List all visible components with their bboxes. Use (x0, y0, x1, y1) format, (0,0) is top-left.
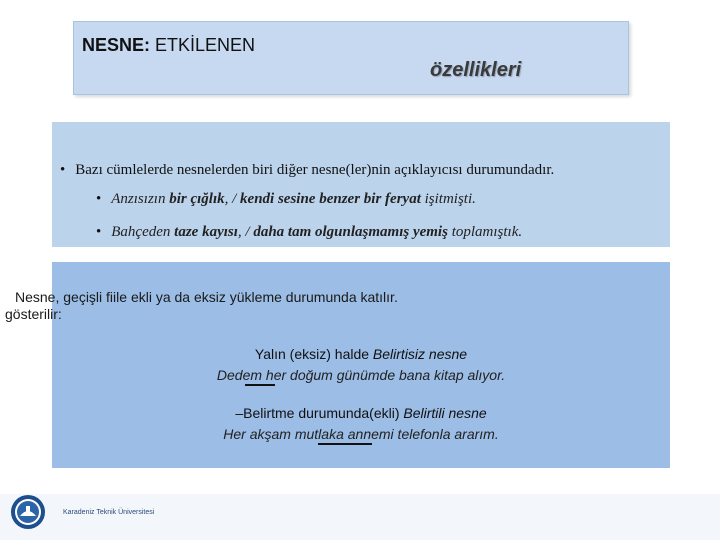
example-pre: Bahçeden (111, 224, 175, 240)
definition-line (60, 162, 554, 179)
definition-box (52, 122, 670, 247)
bullet: • (96, 224, 102, 240)
case2-example-text: Her akşam mutlaka annemi telefonla ararım. (223, 426, 499, 442)
slide-title-bold: NESNE: (82, 35, 151, 55)
slide-subtitle: özellikleri (430, 59, 522, 81)
underline-mark (245, 384, 275, 386)
case2-heading-plain: –Belirtme durumunda(ekli) (235, 405, 404, 421)
intro-text (5, 289, 485, 323)
example-post: işitmişti. (420, 191, 476, 207)
footer-bar (0, 494, 720, 540)
example-line-1 (96, 191, 476, 208)
intro-line-1: Nesne, geçişli fiile ekli ya da eksiz yükleme durumunda katılır. (15, 289, 398, 305)
university-seal-icon (10, 494, 46, 530)
definition-text: Bazı cümlelerde nesnelerden biri diğer nesne(ler)nin açıklayıcısı durumundadır. (75, 162, 555, 178)
case1-example (52, 367, 670, 383)
example-emphasis: kendi sesine benzer bir feryat (240, 191, 421, 207)
example-emphasis: daha tam olgunlaşmamış yemiş (253, 224, 448, 240)
intro-line-2: gösterilir: (5, 306, 62, 322)
bullet: • (60, 162, 66, 178)
case1-heading-italic: Belirtisiz nesne (372, 346, 468, 362)
example-post: toplamıştık. (447, 224, 523, 240)
title-box (73, 21, 629, 95)
slide-title (82, 35, 255, 56)
example-emphasis: taze kayısı (174, 224, 238, 240)
example-mid: , / (237, 224, 254, 240)
underline-mark (318, 443, 372, 445)
case1-heading-plain: Yalın (eksiz) halde (254, 346, 373, 362)
case1-example-text: Dedem her doğum günümde bana kitap alıyor. (216, 367, 506, 383)
slide-title-rest: ETKİLENEN (150, 35, 256, 55)
case1-heading (52, 346, 670, 362)
case2-heading-italic: Belirtili nesne (403, 405, 487, 421)
bullet: • (96, 191, 102, 207)
example-line-2 (96, 224, 522, 241)
university-name: Karadeniz Teknik Üniversitesi (63, 509, 155, 516)
example-pre: Anzısızın (111, 191, 170, 207)
case2-example (52, 426, 670, 442)
case2-heading (52, 405, 670, 421)
example-emphasis: bir çığlık (169, 191, 225, 207)
example-mid: , / (224, 191, 241, 207)
